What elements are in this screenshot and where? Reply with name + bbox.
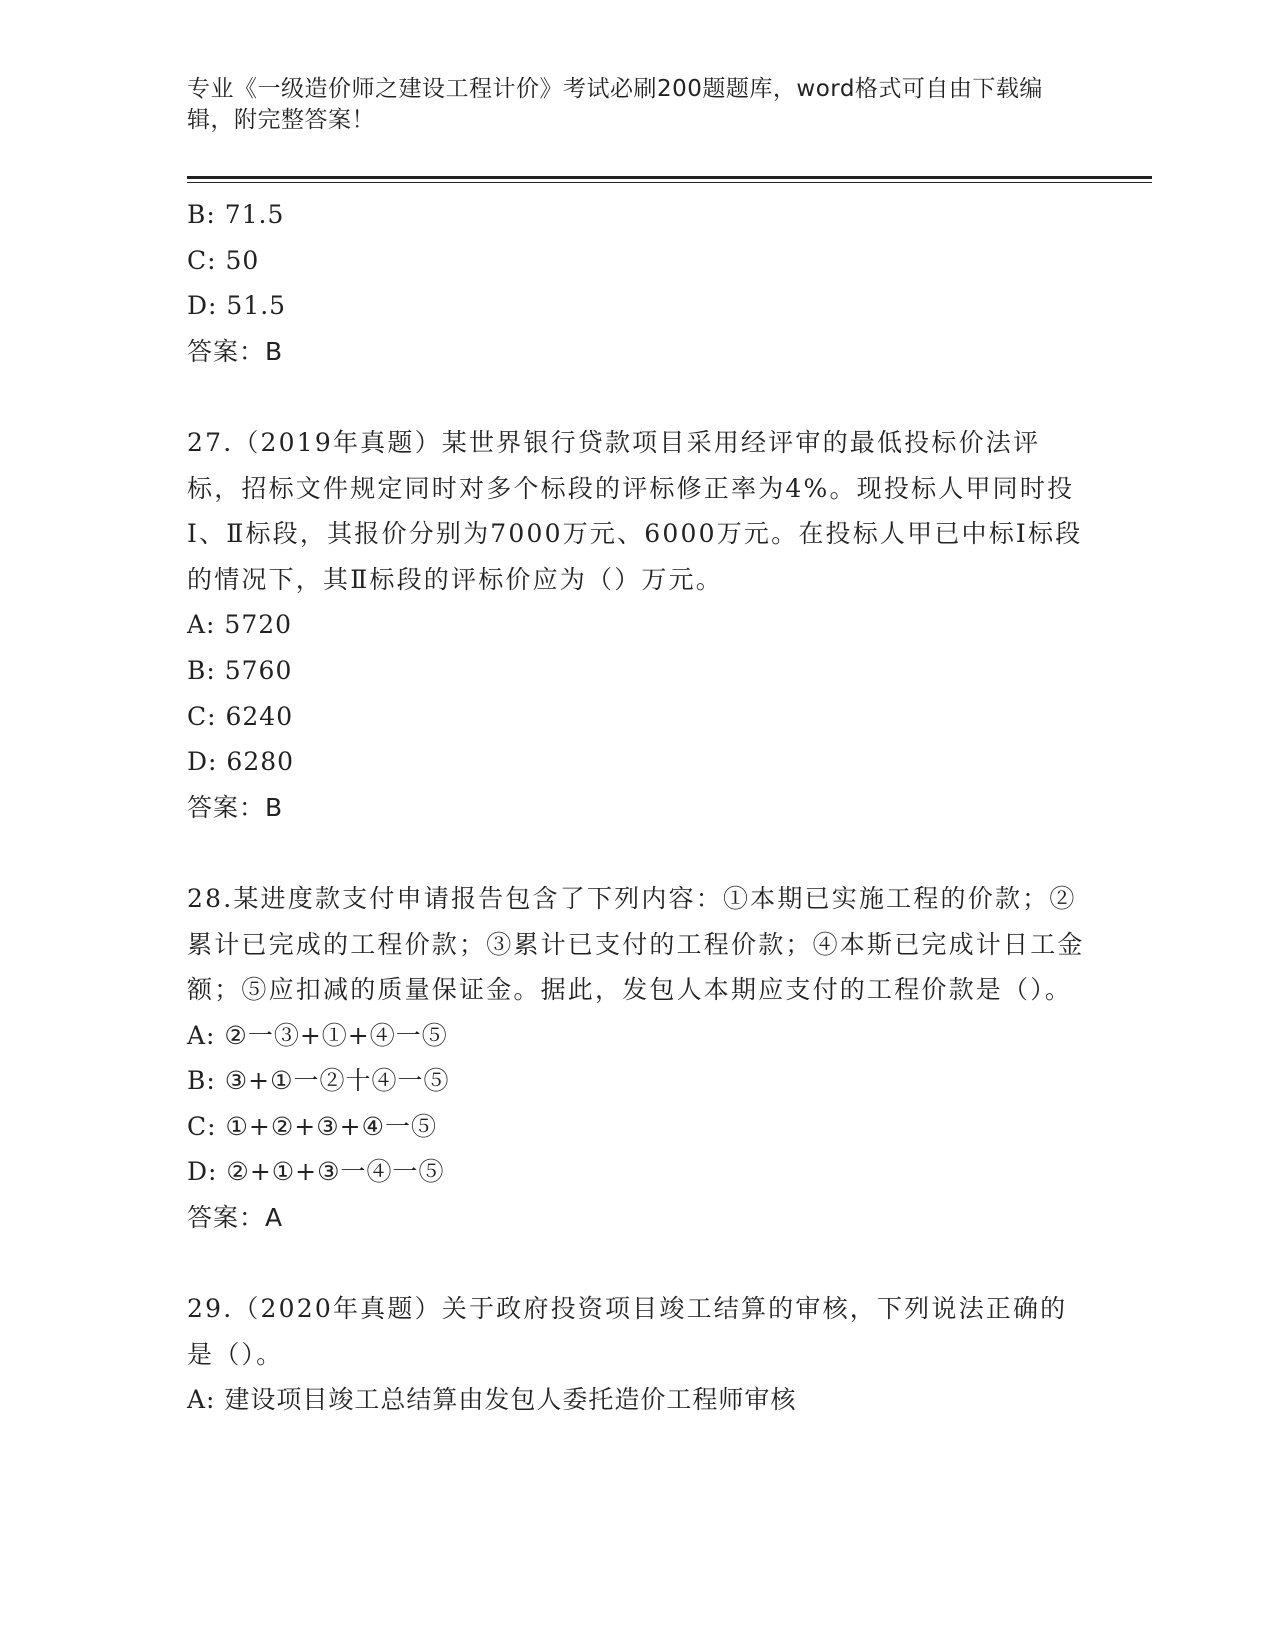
option-c: C: 50: [187, 245, 260, 275]
document-header: 专业《一级造价师之建设工程计价》考试必刷200题题库，word格式可自由下载编辑，附完整答案！: [187, 76, 1043, 133]
question-28-text: 28.某进度款支付申请报告包含了下列内容：①本期已实施工程的价款；②累计已完成的工程价款；③累计已支付的工程价款；④本斯已完成计日工金额；⑤应扣减的质量保证金。据此，发包人本期应支付的工程价款是（）。: [187, 883, 1085, 1005]
question-28-block: [187, 876, 1087, 1241]
option-d: D: 6280: [187, 747, 295, 777]
option-a: A: 建设项目竣工总结算由发包人委托造价工程师审核: [187, 1385, 797, 1415]
option-a: A: ②一③+①+④一⑤: [187, 1020, 448, 1050]
option-c: C: ①+②+③+④一⑤: [187, 1111, 437, 1141]
header-rule-thick: [187, 176, 1152, 179]
spacer: [187, 830, 1087, 876]
question-27-text: 27.（2019年真题）某世界银行贷款项目采用经评审的最低投标价法评标，招标文件规定同时对多个标段的评标修正率为4%。现投标人甲同时投Ⅰ、Ⅱ标段，其报价分别为7000万元、6000万元。在投标人甲已中标Ⅰ标段的情况下，其Ⅱ标段的评标价应为（）万元。: [187, 427, 1083, 594]
option-b: B: 71.5: [187, 200, 285, 229]
prev-question-block: [187, 192, 1087, 374]
option-d: D: ②+①+③一④一⑤: [187, 1157, 445, 1187]
header-rule-thin: [187, 182, 1152, 183]
answer-label: 答案：B: [187, 336, 284, 366]
option-c: C: 6240: [187, 701, 294, 731]
spacer: [187, 374, 1087, 420]
answer-label: 答案：B: [187, 792, 284, 822]
option-a: A: 5720: [187, 610, 293, 640]
question-29-text: 29.（2020年真题）关于政府投资项目竣工结算的审核，下列说法正确的是（）。: [187, 1294, 1068, 1369]
option-b: B: 5760: [187, 655, 293, 685]
option-d: D: 51.5: [187, 291, 287, 321]
question-content: [187, 192, 1087, 1423]
answer-label: 答案：A: [187, 1203, 284, 1233]
question-27-block: [187, 420, 1087, 830]
spacer: [187, 1241, 1087, 1287]
question-29-block: [187, 1286, 1087, 1423]
option-b: B: ③+①一②十④一⑤: [187, 1066, 450, 1096]
